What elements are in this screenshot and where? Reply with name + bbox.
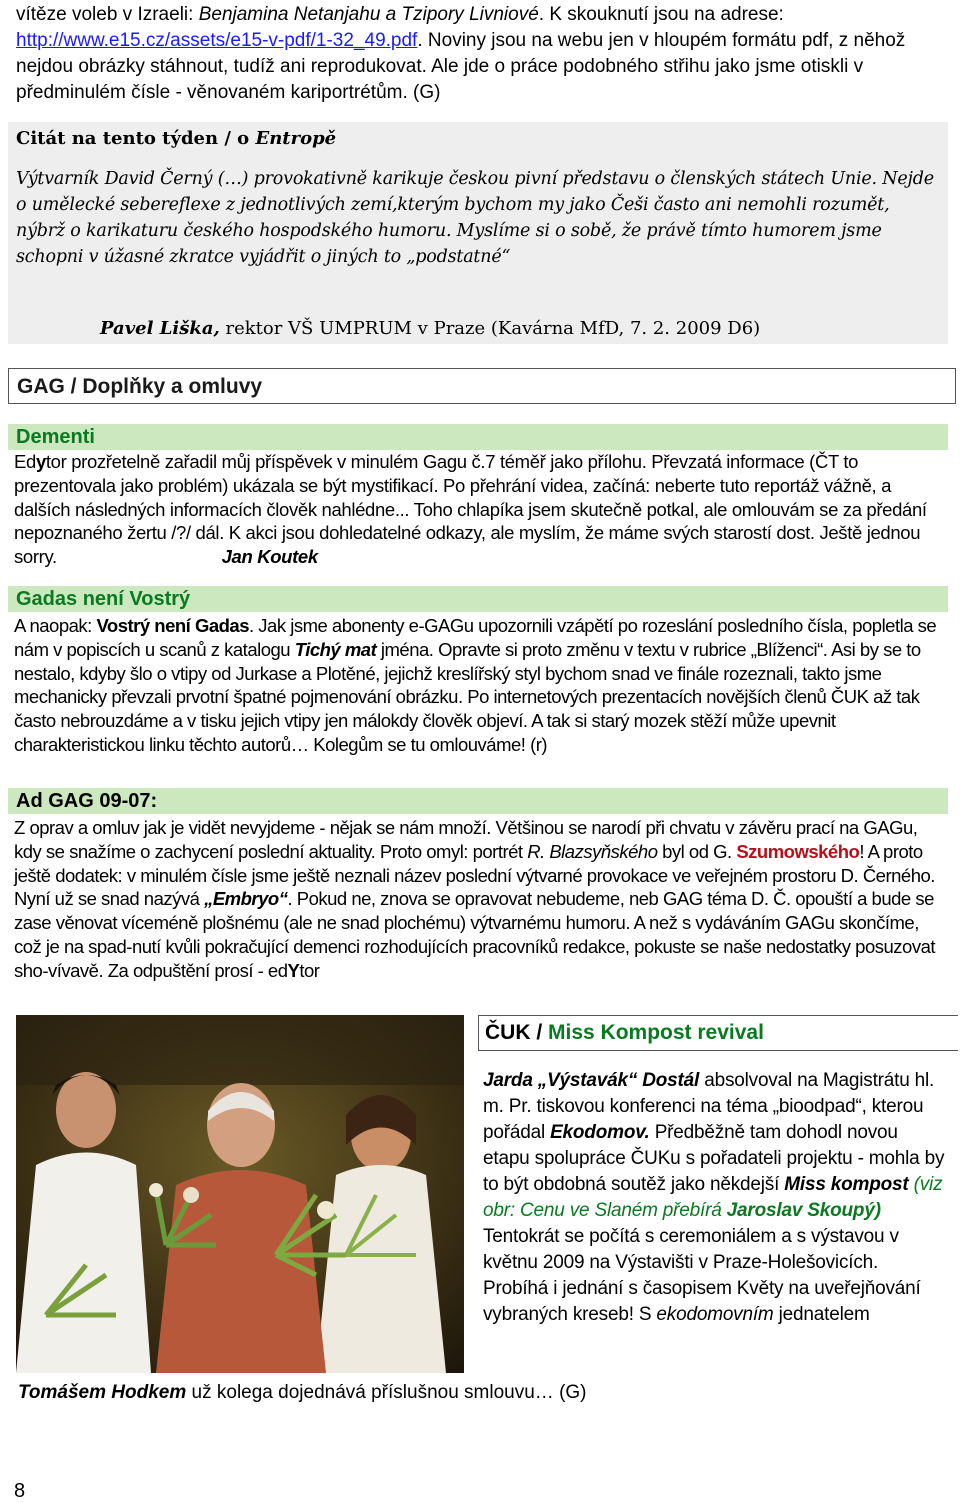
quote-box — [8, 122, 948, 344]
intro-names: Benjamina Netanjahu a Tzipory Livniové — [198, 4, 539, 25]
dementi-heading: Dementi — [8, 424, 948, 450]
gag-section-header — [8, 368, 956, 404]
intro-text-1: vítěze voleb v Izraeli: — [16, 4, 199, 25]
pdf-link[interactable]: http://www.e15.cz/assets/e15-v-pdf/1-32_49.pdf — [16, 30, 418, 51]
quote-author: Pavel Liška, — [100, 318, 220, 339]
award-photo — [16, 1015, 464, 1373]
page-number: 8 — [14, 1480, 26, 1502]
cuk-paragraph-tail: Tomášem Hodkem už kolega dojednává příslušnou smlouvu… (G) — [18, 1382, 587, 1403]
award-photo-image — [16, 1015, 464, 1373]
gadas-heading: Gadas není Vostrý — [8, 586, 948, 612]
dementi-signature: Jan Koutek — [221, 546, 318, 568]
quote-signature: Pavel Liška, rektor VŠ UMPRUM v Praze (Kavárna MfD, 7. 2. 2009 D6) — [100, 318, 761, 339]
cuk-section-title: ČUK / Miss Kompost revival — [485, 1021, 764, 1044]
gag-section-title: GAG / Doplňky a omluvy — [17, 375, 263, 398]
quote-text: Výtvarník David Černý (…) provokativně karikuje českou pivní představu o členských státech Unie. Nejde o umělecké sebereflexe z jednotlivých zemí,kterým bychom my jako Češi často ani nemohli rozumět, nýbrž o karikaturu českého hospodského humoru. Myslíme si o sobě, že právě tímto humorem jsme schopni v úžasné zkratce vyjádřit o jiných to „podstatné“ — [16, 169, 934, 267]
adgag-paragraph: Z oprav a omluv jak je vidět nevyjdeme - nějak se nám množí. Většinou se narodí při chvatu v závěru prací na GAGu, kdy se snažíme o zachycení poslední aktuality. Proto omyl: portrét R. Blazsyňského byl od G. Szumowského! A proto ještě dodatek: v minulém čísle jsme ještě neznali název poslední výtvarné provokace ve veřejném prostoru D. Černého. Nyní už se snad nazývá „Embryo“. Pokud ne, znova se opravovat nebudeme, neb GAG téma D. Č. opouští a bude se zase věnovat víceméně plošnému (ale ne snad plochému) výtvarnému humoru. A než s vydáváním GAGu skončíme, což je na spad-nutí kvůli pokračující demenci rozhodujících pracovníků redakce, pokuste se naše nedostatky posuzovat sho-vívavě. Za odpuštění prosí - edYtor — [14, 817, 935, 981]
intro-text-1b: . K skouknutí jsou na adrese: — [538, 4, 784, 25]
intro-paragraph — [16, 2, 946, 106]
cuk-section-header — [478, 1015, 958, 1051]
cuk-paragraph: Jarda „Výstavák“ Dostál absolvoval na Magistrátu hl. m. Pr. tiskovou konferenci na téma „bioodpad“, kterou pořádal Ekodomov. Předběžně tam dohodl novou etapu spolupráce ČUKu s pořadateli projektu - mohla by to být obdobná soutěž jako někdejší Miss kompost (viz obr: Cenu ve Slaném přebírá Jaroslav Skoupý) Tentokrát se počítá s ceremoniálem a s výstavou v květnu 2009 na Výstavišti v Praze-Holešovicích. Probíhá i jednání s časopisem Květy na uveřejňování vybraných kreseb! S ekodomovním jednatelem — [483, 1070, 945, 1325]
intro-text-2: . Noviny jsou na webu jen v hloupém formátu pdf, z něhož nejdou obrázky stáhnout, tudíž ani reprodukovat. Ale jde o práce podobného střihu jako jsme otiskli v předminulém čísle - věnovaném kariportrétům. (G) — [16, 30, 906, 103]
adgag-heading: Ad GAG 09-07: — [8, 788, 948, 814]
quote-title: Citát na tento týden / o Entropě — [16, 128, 337, 149]
gadas-paragraph: A naopak: Vostrý není Gadas. Jak jsme abonenty e-GAGu upozornili vzápětí po rozeslání posledního čísla, popletla se nám v popiscích u scanů z katalogu Tichý mat jména. Opravte si proto změnu v textu v rubrice „Blíženci“. Asi by se to nestalo, kdyby šlo o vtipy od Jurkase a Plotěné, jejichž kreslířský styl bychom snad ve finále rozeznali, takto jsme mechanicky převzali prvotní špatné pojmenování obrázku. Po internetových prezentacích novějších členů ČUK až tak často nebrouzdáme a v tisku jejich vtipy jen málokdy člověk objeví. A tak si starý mozek stěží může upevnit charakteristickou linku těchto autorů… Kolegům se tu omlouváme! (r) — [14, 615, 937, 755]
dementi-paragraph: Edytor prozřetelně zařadil můj příspěvek v minulém Gagu č.7 téměř jako přílohu. Převzatá informace (ČT to prezentovala jako problém) ukázala se být mystifikací. Po přehrání videa, začíná: neberte tuto reportáž vážně, a dalších následných informacích člověk nahlédne... Toho chlapíka jsem skutečně potkal, ale omlouvám se za předání nepoznaného žertu /?/ dál. K akci jsou dohledatelné odkazy, ale myslím, že máme svých starostí dost. Ještě jednou sorry. Jan Koutek — [14, 451, 927, 568]
